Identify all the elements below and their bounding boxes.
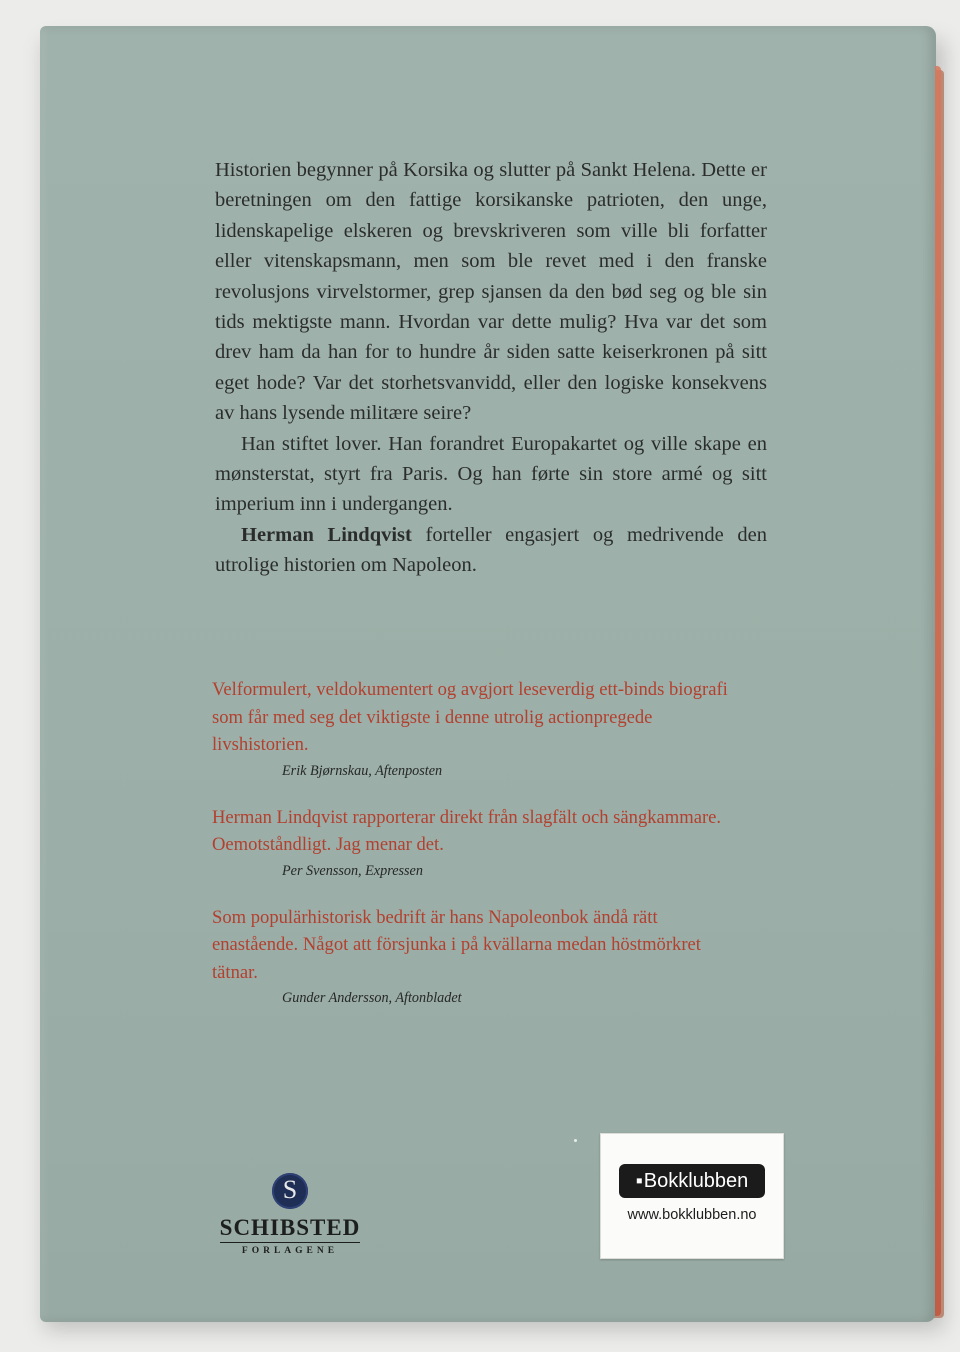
bokklubben-url: www.bokklubben.no (627, 1207, 757, 1223)
publisher-subtitle: FORLAGENE (241, 1246, 339, 1256)
author-name: Herman Lindqvist (241, 523, 412, 546)
review-quote-text: Velformulert, veldokumentert og avgjort leseverdig ett-binds biografi som får med seg det viktigste i denne utrolig actionpregede livshistorien. (212, 679, 728, 755)
blurb-paragraph-1: Historien begynner på Korsika og slutter på Sankt Helena. Dette er beretningen om den fattige korsikanske patrioten, den unge, lidenskapelige elskeren og brevskriveren som ville bli forfatter eller vitenskapsmann, men som ble revet med i den franske revolusjons virvelstormer, grep sjansen da den bød seg og ble sin tids mektigste mann. Hvordan var dette mulig? Hva var det som drev ham da han for to hundre år siden satte keiserkronen på sitt eget hode? Var det storhetsvanvidd, eller den logiske konsekvens av hans lysende militære seire? (215, 159, 767, 425)
blurb-paragraph-3-rest: forteller engasjert og medrivende den utrolige historien om Napoleon. (215, 523, 767, 577)
blurb-paragraph-3 (215, 520, 767, 581)
publisher-emblem-icon: S (272, 1173, 308, 1209)
review-quotes (212, 676, 732, 1031)
review-quote-source: Per Svensson, Expressen (282, 862, 423, 879)
publisher-name: SCHIBSTED (220, 1215, 361, 1243)
review-quote (212, 904, 732, 1008)
review-quote-text: Herman Lindqvist rapporterar direkt från slagfält och sängkammare. Oemotståndligt. Jag menar det. (212, 806, 722, 855)
review-quote (212, 804, 732, 880)
review-quote (212, 676, 732, 780)
cover-speck (574, 1139, 577, 1142)
review-quote-source: Erik Bjørnskau, Aftenposten (282, 762, 443, 779)
blurb-paragraph-2: Han stiftet lover. Han forandret Europakartet og ville skape en mønsterstat, styrt fra Paris. Og han førte sin store armé og sitt imperium inn i undergangen. (215, 432, 767, 516)
bokklubben-logo (619, 1164, 765, 1198)
bokklubben-name: Bokklubben (643, 1170, 749, 1192)
back-cover-blurb (215, 155, 767, 581)
review-quote-source: Gunder Andersson, Aftonbladet (282, 990, 462, 1006)
review-quote-text: Som populärhistorisk bedrift är hans Napoleonbok ändå rätt enastående. Något att försjunka i på kvällarna medan höstmörkret tätnar. (212, 906, 701, 983)
publisher-logo (210, 1173, 370, 1256)
bokklubben-sticker (600, 1133, 784, 1259)
bokklubben-mark-icon: ▪ (635, 1170, 643, 1192)
